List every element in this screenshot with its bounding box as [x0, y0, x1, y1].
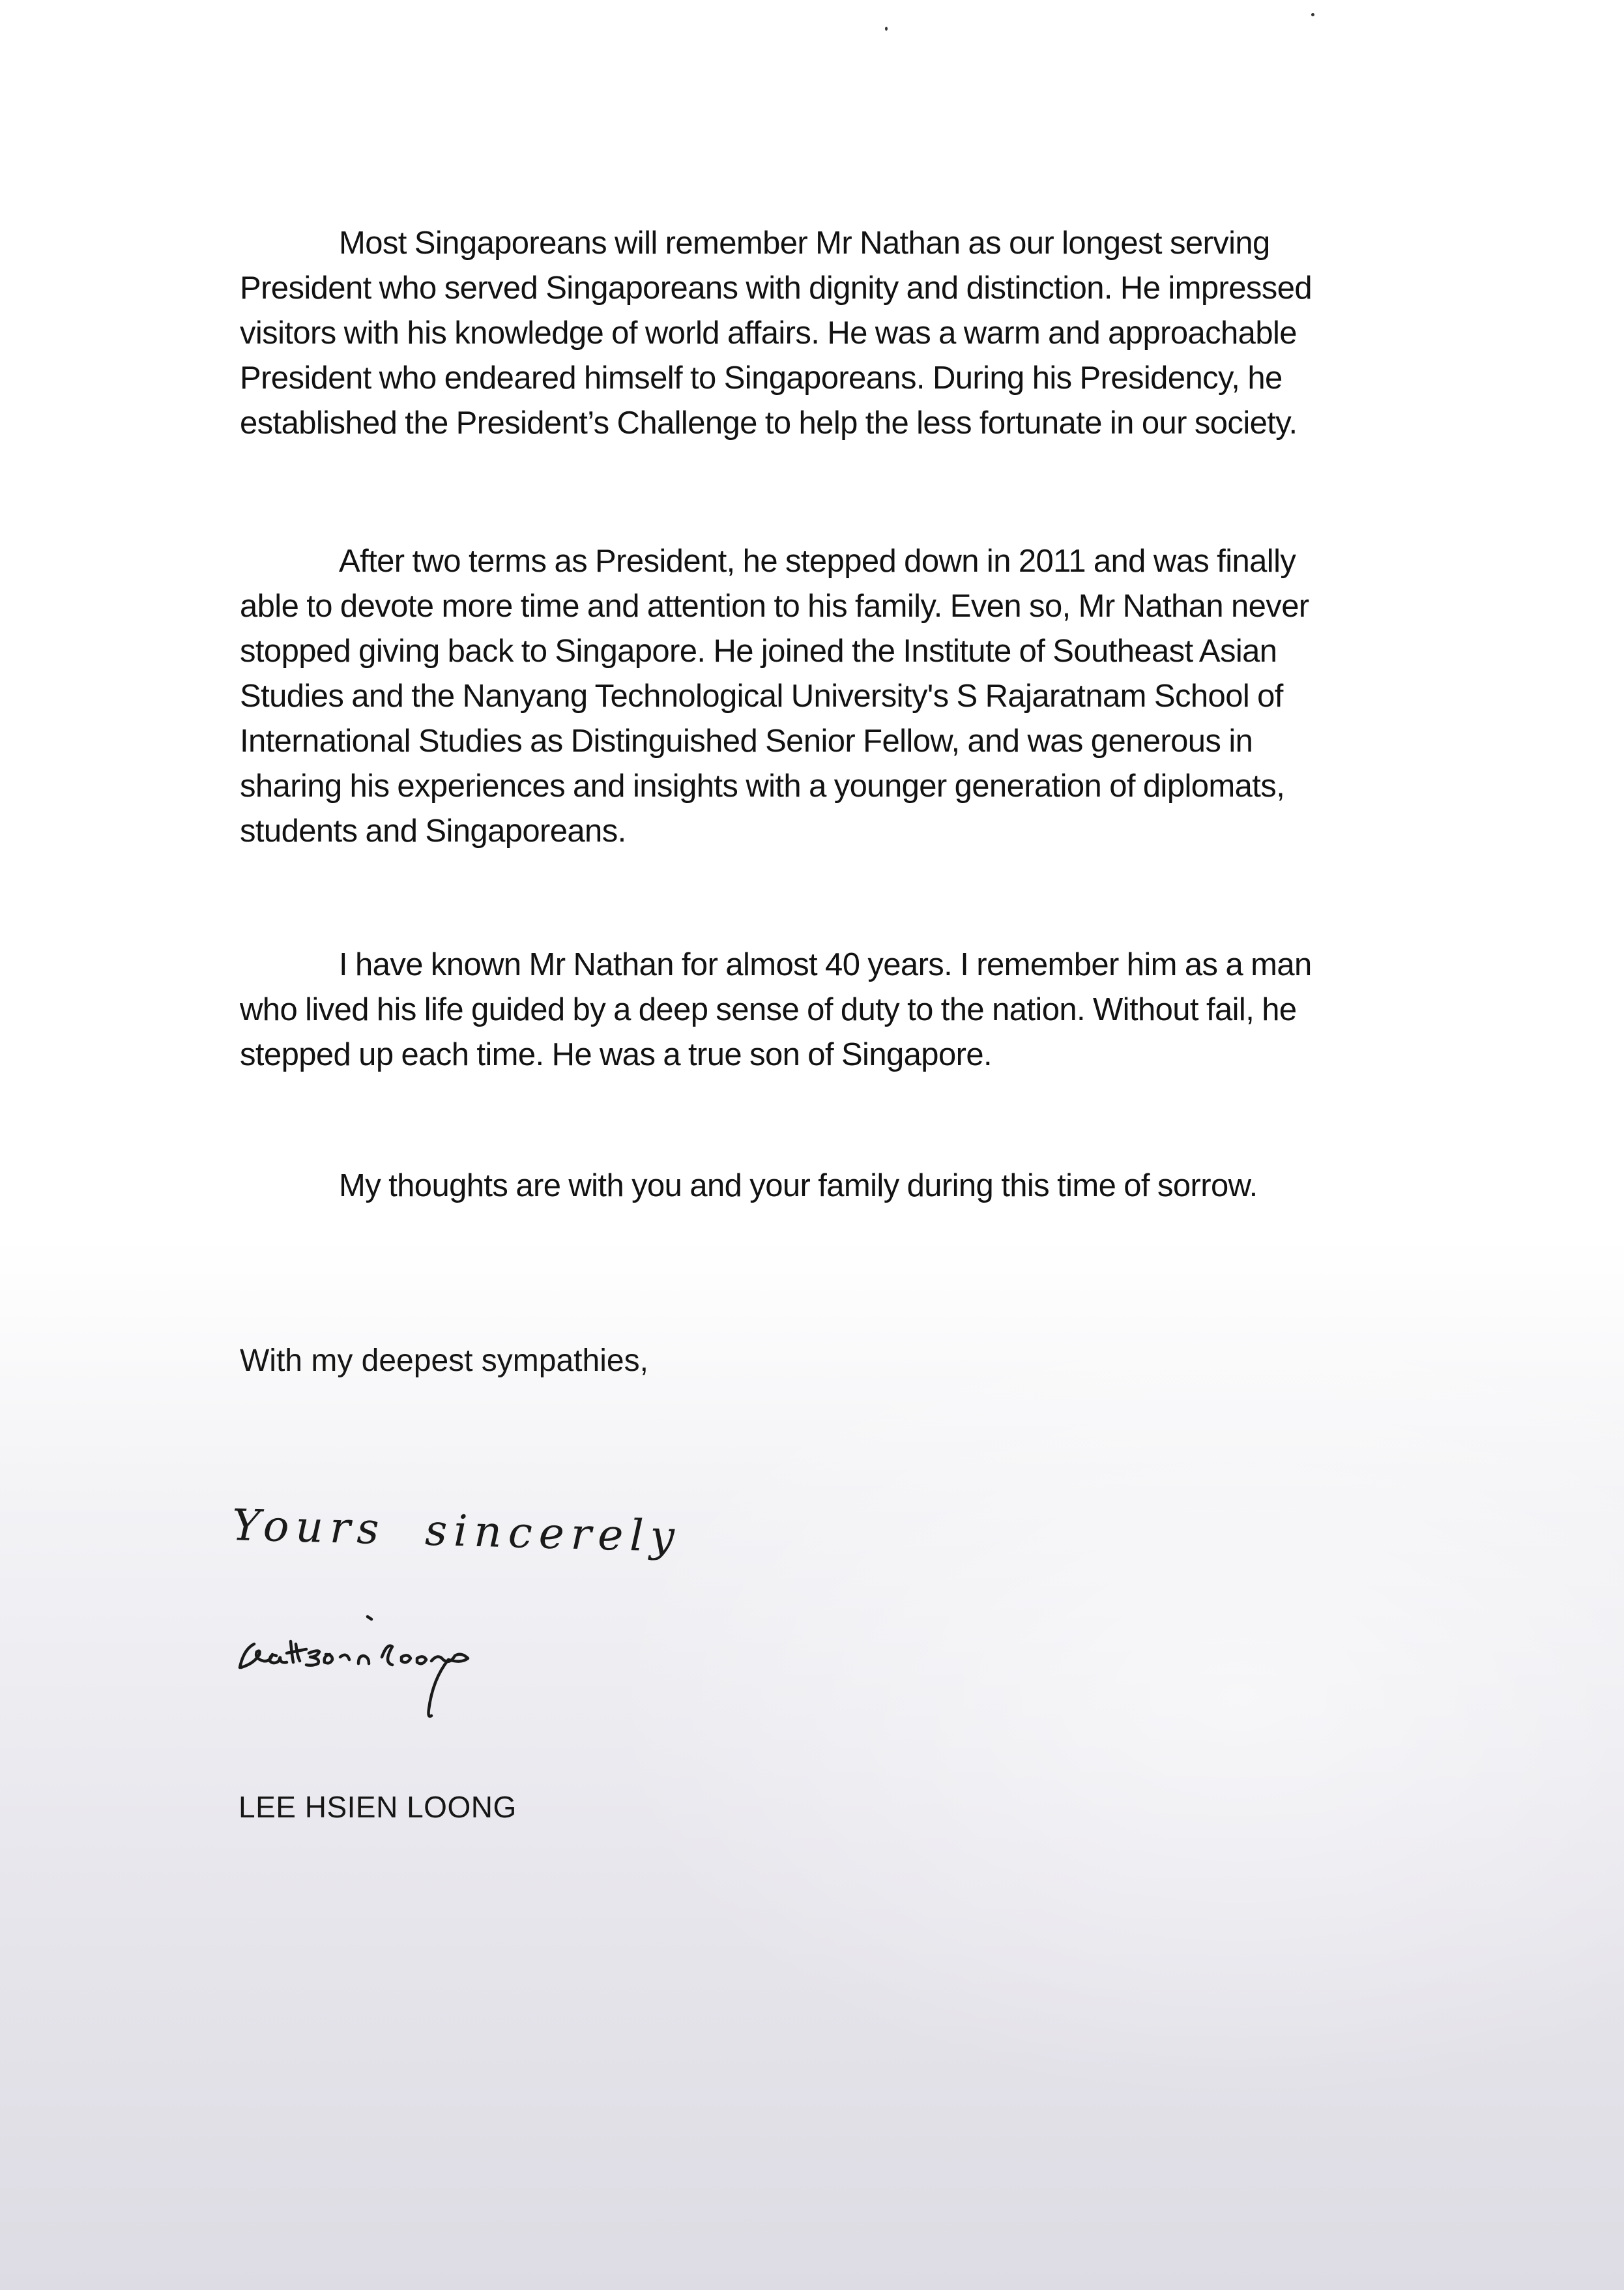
line-text: Most Singaporeans will remember Mr Nathan as our longest serving — [339, 226, 1270, 261]
signature-scrawl — [240, 1617, 468, 1716]
closing-line: With my deepest sympathies, — [240, 1343, 648, 1378]
paragraph-line — [240, 221, 1465, 266]
paragraph-line: students and Singaporeans. — [240, 814, 626, 849]
paragraph-line: able to devote more time and attention to his family. Even so, Mr Nathan never — [240, 589, 1309, 624]
paragraph-2 — [240, 539, 1465, 854]
paragraph-line — [240, 539, 1465, 584]
handwritten-closing: Yours sincerely — [231, 1500, 682, 1563]
paragraph-line: stepped up each time. He was a true son of Singapore. — [240, 1037, 992, 1072]
handwritten-signature — [228, 1493, 632, 1767]
line-text: After two terms as President, he stepped down in 2011 and was finally — [339, 544, 1296, 579]
paragraph-line — [240, 1164, 1465, 1209]
paragraph-line: established the President’s Challenge to help the less fortunate in our society. — [240, 405, 1298, 441]
paragraph-line: International Studies as Distinguished Senior Fellow, and was generous in — [240, 724, 1253, 759]
paragraph-line — [240, 943, 1465, 988]
paragraph-4 — [240, 1164, 1465, 1209]
paragraph-line: President who served Singaporeans with dignity and distinction. He impressed — [240, 271, 1312, 306]
signatory-name: LEE HSIEN LOONG — [239, 1790, 517, 1824]
paragraph-line: Studies and the Nanyang Technological University's S Rajaratnam School of — [240, 679, 1283, 714]
paper-speck — [885, 27, 888, 31]
paragraph-line: President who endeared himself to Singaporeans. During his Presidency, he — [240, 360, 1283, 396]
line-text: My thoughts are with you and your family during this time of sorrow. — [339, 1168, 1258, 1203]
paragraph-1 — [240, 221, 1465, 446]
paragraph-line: stopped giving back to Singapore. He joined the Institute of Southeast Asian — [240, 634, 1277, 669]
paragraph-line: who lived his life guided by a deep sense of duty to the nation. Without fail, he — [240, 992, 1297, 1027]
paragraph-line: sharing his experiences and insights with a younger generation of diplomats, — [240, 769, 1285, 804]
paragraph-3 — [240, 943, 1465, 1078]
paragraph-line: visitors with his knowledge of world affairs. He was a warm and approachable — [240, 316, 1297, 351]
paper-speck — [1311, 13, 1314, 16]
line-text: I have known Mr Nathan for almost 40 years. I remember him as a man — [339, 947, 1312, 982]
